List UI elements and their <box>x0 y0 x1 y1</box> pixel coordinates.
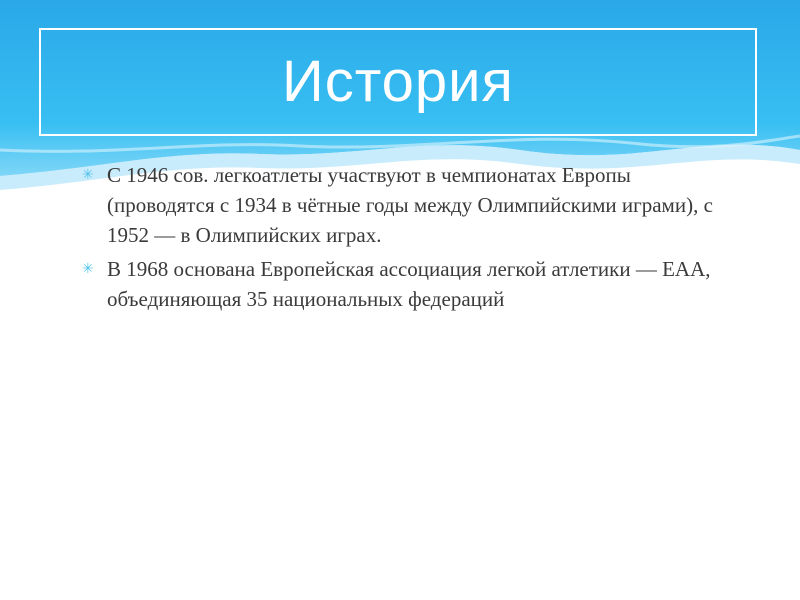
bullet-text: В 1968 основана Европейская ассоциация легкой атлетики — ЕАА, объединяющая 35 национальных федераций <box>107 257 711 311</box>
bullet-list <box>78 160 718 318</box>
bullet-item <box>78 254 718 314</box>
title-frame <box>39 28 757 136</box>
asterisk-bullet-icon: ✳ <box>82 167 94 183</box>
bullet-item <box>78 160 718 250</box>
slide-title: История <box>282 49 514 114</box>
asterisk-bullet-icon: ✳ <box>82 261 94 277</box>
bullet-text: С 1946 сов. легкоатлеты участвуют в чемпионатах Европы (проводятся с 1934 в чётные годы между Олимпийскими играми), с 1952 — в Олимпийских играх. <box>107 163 713 247</box>
